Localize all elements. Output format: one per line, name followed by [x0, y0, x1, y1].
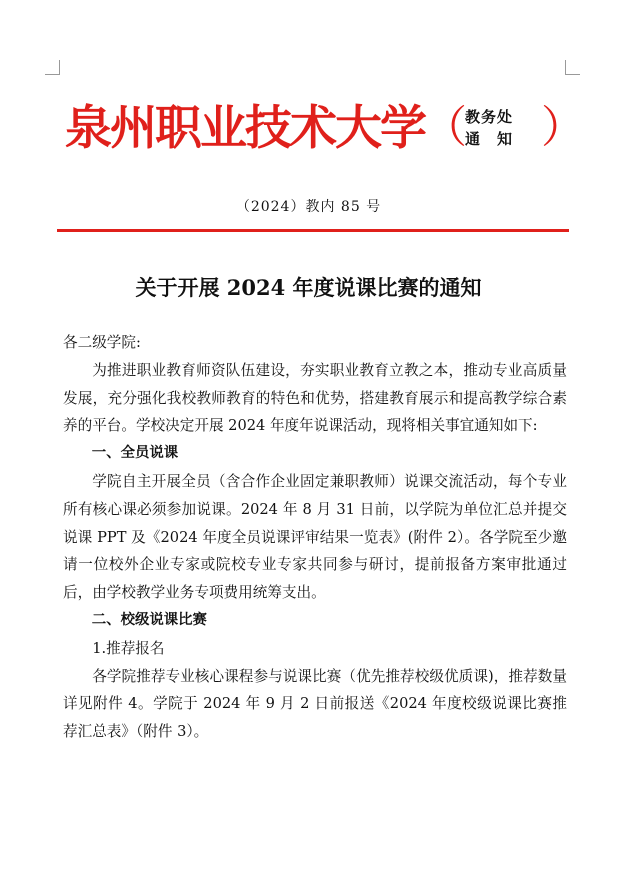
notice-label: 通 知 — [465, 130, 514, 148]
section-heading-1: 一、全员说课 — [91, 445, 179, 462]
document-body — [63, 329, 567, 746]
document-number: （2024）教内 85 号 — [235, 199, 382, 215]
letterhead — [65, 96, 585, 166]
salutation: 各二级学院: — [63, 334, 141, 351]
intro-paragraph: 为推进职业教育师资队伍建设，夯实职业教育立教之本，推动专业高质量发展，充分强化我校教师教育的特色和优势，搭建教育展示和提高教学综合素养的平台。学校决定开展 2024 年度年说课活动，现将相关事宜通知如下: — [63, 361, 567, 435]
left-parenthesis: （ — [423, 102, 467, 153]
subsection-heading-1: 1.推荐报名 — [92, 639, 165, 657]
section-heading-2: 二、校级说课比赛 — [91, 611, 207, 628]
university-name: 泉州职业技术大学 — [65, 101, 425, 156]
section-1-paragraph: 学院自主开展全员（含合作企业固定兼职教师）说课交流活动，每个专业所有核心课必须参加说课。2024 年 8 月 31 日前，以学院为单位汇总并提交说课 PPT 及《2024 年度全员说课评审结果一览表》(附件 2）。各学院至少邀请一位校外企业专家或院校专业专家共同参与研讨，提前报备方案审批通过后，由学校教学业务专项费用统筹支出。 — [63, 472, 567, 602]
subsection-1-paragraph: 各学院推荐专业核心课程参与说课比赛（优先推荐校级优质课)，推荐数量详见附件 4。学院于 2024 年 9 月 2 日前报送《2024 年度校级说课比赛推荐汇总表》（附件 3）。 — [63, 667, 567, 741]
document-title: 关于开展 2024 年度说课比赛的通知 — [135, 275, 482, 300]
crop-mark-top-right — [565, 60, 580, 75]
crop-mark-top-left — [45, 60, 60, 75]
right-parenthesis: ） — [541, 102, 585, 153]
department-label — [465, 106, 513, 150]
department-name: 教务处 — [465, 108, 514, 126]
red-divider-line — [57, 229, 569, 232]
